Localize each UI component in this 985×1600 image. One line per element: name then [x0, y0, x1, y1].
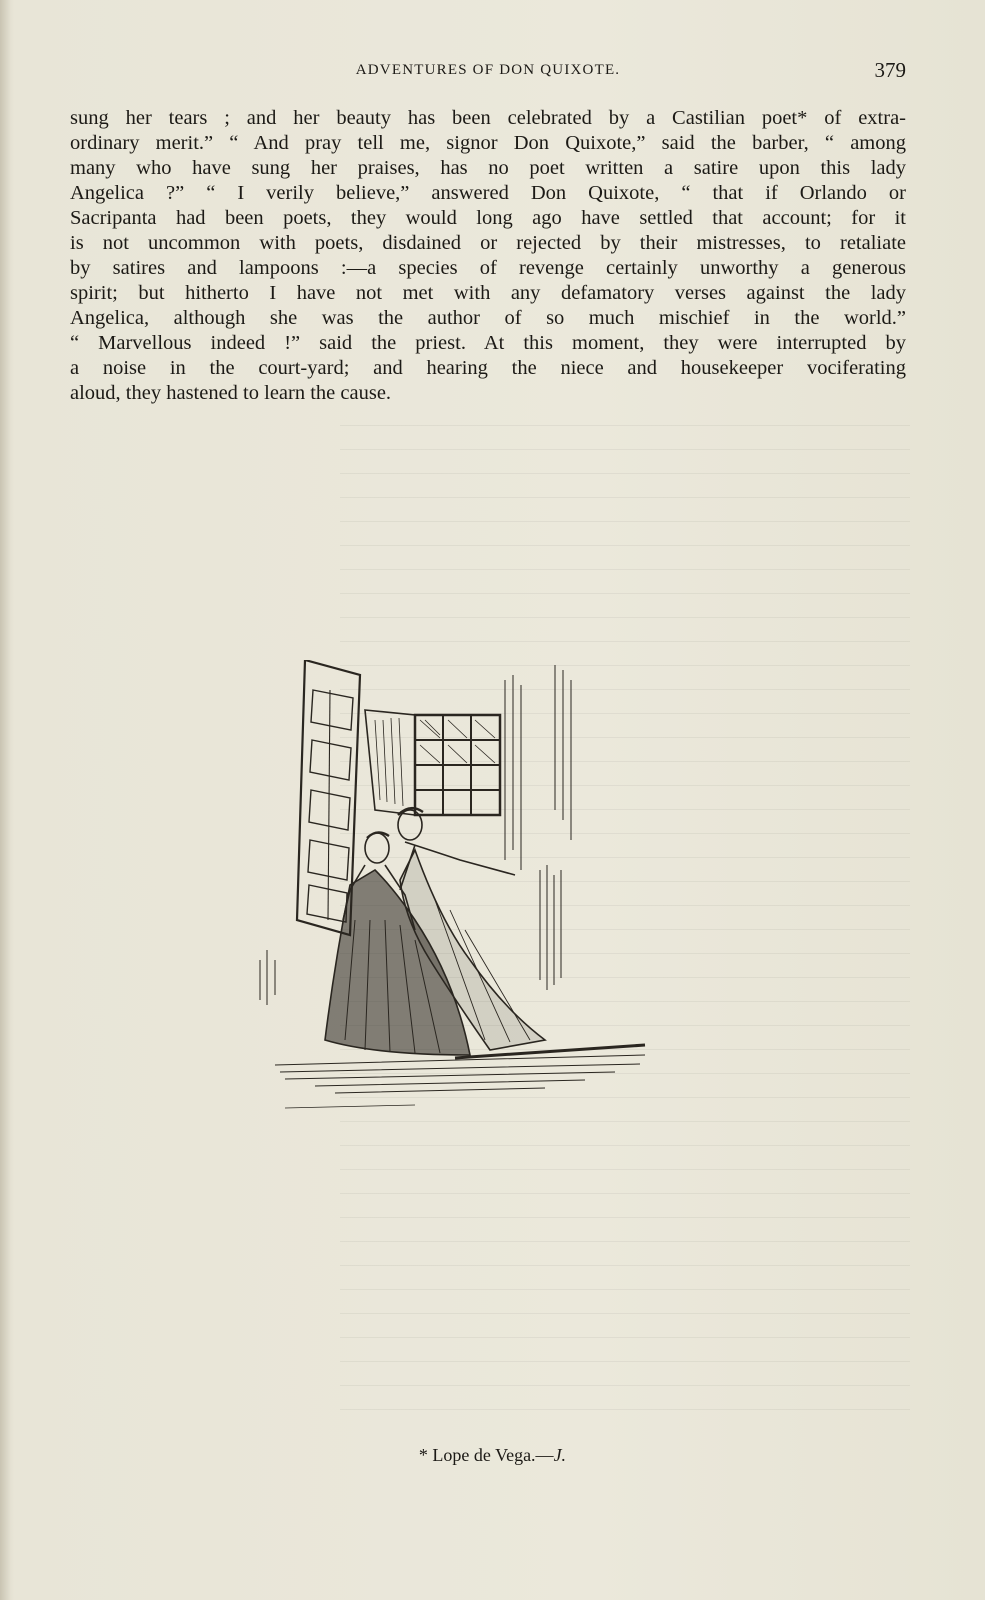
page-spine-shadow: [0, 0, 10, 1600]
page-number: 379: [874, 58, 906, 82]
running-title: ADVENTURES OF DON QUIXOTE.: [355, 62, 621, 78]
text-line: by satires and lampoons :—a species of revenge certainly unworthy a generous: [70, 257, 906, 279]
text-line: Angelica ?” “ I verily believe,” answered Don Quixote, “ that if Orlando or: [70, 182, 906, 204]
footnote-text: Lope de Vega.—: [432, 1445, 554, 1465]
text-line: Sacripanta had been poets, they would long ago have settled that account; for it: [70, 207, 906, 229]
text-line: spirit; but hitherto I have not met with any defamatory verses against the lady: [70, 282, 906, 304]
footnote-initial: J.: [553, 1445, 567, 1465]
text-line: many who have sung her praises, has no poet written a satire upon this lady: [70, 157, 906, 179]
text-line: is not uncommon with poets, disdained or rejected by their mistresses, to retaliate: [70, 232, 906, 254]
footnote-marker: *: [418, 1445, 428, 1465]
window-frame: [365, 710, 500, 815]
text-line: a noise in the court-yard; and hearing the niece and housekeeper vociferating: [70, 357, 906, 379]
text-line: aloud, they hastened to learn the cause.: [70, 382, 392, 404]
body-paragraph: [70, 106, 906, 406]
engraving-illustration-icon: [255, 660, 665, 1130]
text-line: sung her tears ; and her beauty has been celebrated by a Castilian poet* of extra-: [70, 107, 906, 129]
text-line: “ Marvellous indeed !” said the priest. At this moment, they were interrupted by: [70, 332, 906, 354]
footnote: [0, 1445, 985, 1466]
text-line: Angelica, although she was the author of so much mischief in the world.”: [70, 307, 906, 329]
text-line: ordinary merit.” “ And pray tell me, signor Don Quixote,” said the barber, “ among: [70, 132, 906, 154]
running-head: [70, 60, 906, 84]
